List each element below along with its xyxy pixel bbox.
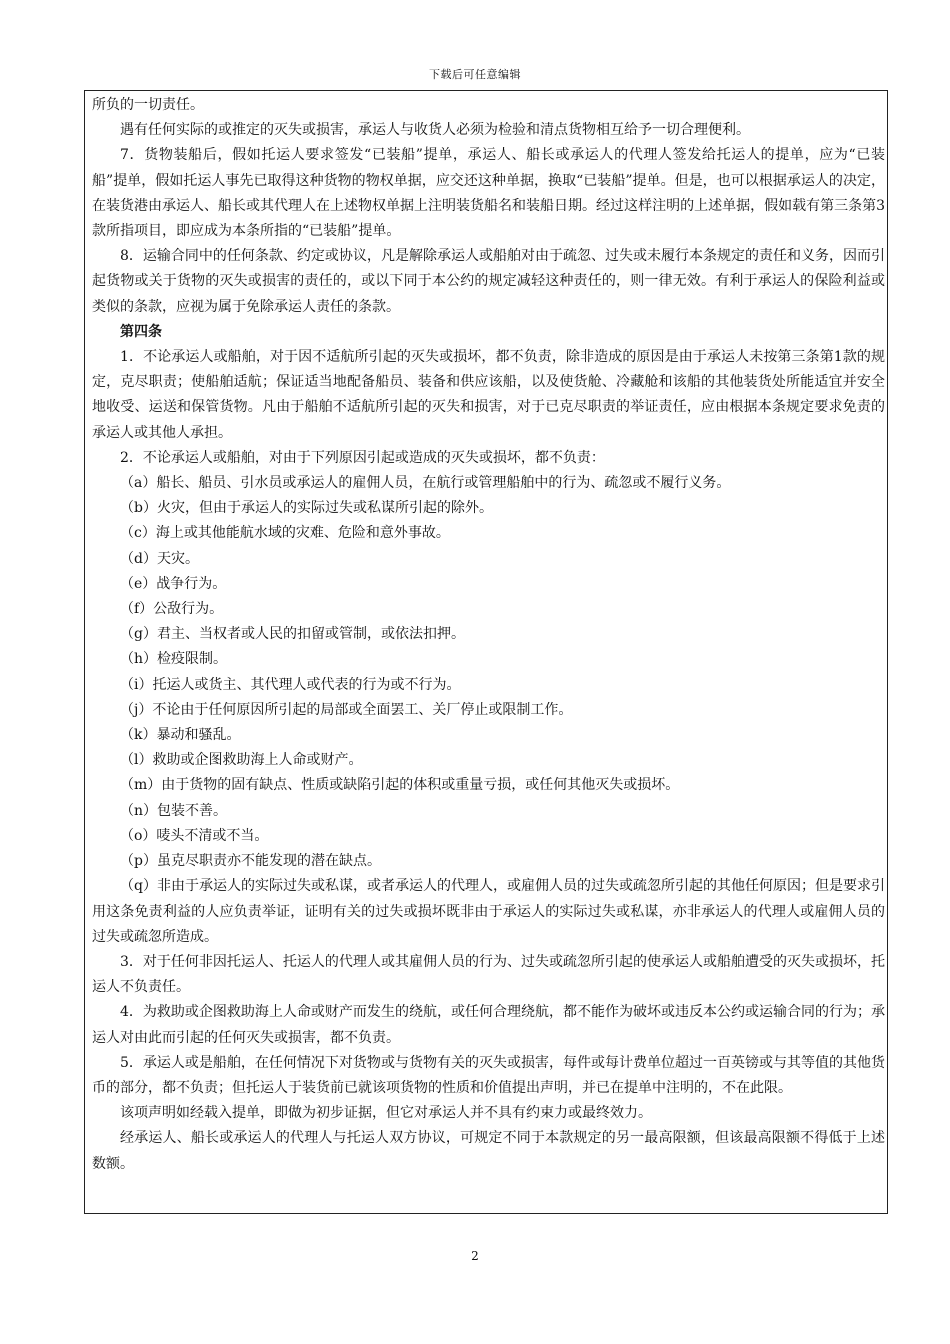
list-item: （i）托运人或货主、其代理人或代表的行为或不行为。 <box>120 676 461 693</box>
list-item: （h）检疫限制。 <box>120 651 228 668</box>
list-item: （k）暴动和骚乱。 <box>120 727 241 744</box>
list-item: （c）海上或其他能航水域的灾难、危险和意外事故。 <box>120 525 450 542</box>
paragraph: 所负的一切责任。 <box>92 97 204 113</box>
paragraph: 7．货物装船后，假如托运人要求签发“已装船”提单，承运人、船长或承运人的代理人签发给托运人的提单，应为“已装船”提单，假如托运人事先已取得这种货物的物权单据，应交还这种单据，换取“已装船”提单。但是，也可以根据承运人的决定，在装货港由承运人、船长或其代理人在上述物权单据上注明装货船名和装船日期。经过这样注明的上述单据，假如载有第三条第3款所指项目，即应成为本条所指的“已装船”提单。 <box>92 147 885 240</box>
list-item: （g）君主、当权者或人民的扣留或管制，或依法扣押。 <box>120 626 465 643</box>
document-body <box>92 93 885 1177</box>
list-item: （d）天灾。 <box>120 550 199 567</box>
section-heading: 第四条 <box>120 323 162 340</box>
paragraph: 8．运输合同中的任何条款、约定或协议，凡是解除承运人或船舶对由于疏忽、过失或未履行本条规定的责任和义务，因而引起货物或关于货物的灭失或损害的责任的，或以下同于本公约的规定减轻这种责任的，则一律无效。有利于承运人的保险利益或类似的条款，应视为属于免除承运人责任的条款。 <box>92 248 885 315</box>
list-item: （p）虽克尽职责亦不能发现的潜在缺点。 <box>120 853 381 870</box>
list-item: （b）火灾，但由于承运人的实际过失或私谋所引起的除外。 <box>120 500 493 517</box>
list-item: （n）包装不善。 <box>120 802 228 819</box>
page-number: 2 <box>471 1249 479 1263</box>
list-item: （f）公敌行为。 <box>120 601 224 618</box>
paragraph: 经承运人、船长或承运人的代理人与托运人双方协议，可规定不同于本款规定的另一最高限额，但该最高限额不得低于上述数额。 <box>92 1130 885 1172</box>
paragraph: 5．承运人或是船舶，在任何情况下对货物或与货物有关的灭失或损害，每件或每计费单位超过一百英镑或与其等值的其他货币的部分，都不负责；但托运人于装货前已就该项货物的性质和价值提出声明，并已在提单中注明的，不在此限。 <box>92 1054 885 1096</box>
list-item: （a）船长、船员、引水员或承运人的雇佣人员，在航行或管理船舶中的行为、疏忽或不履行义务。 <box>120 475 731 492</box>
paragraph: 遇有任何实际的或推定的灭失或损害，承运人与收货人必须为检验和清点货物相互给予一切合理便利。 <box>120 122 750 139</box>
page-header: 下载后可任意编辑 <box>429 68 521 81</box>
paragraph: 4．为救助或企图救助海上人命或财产而发生的绕航，或任何合理绕航，都不能作为破坏或违反本公约或运输合同的行为；承运人对由此而引起的任何灭失或损害，都不负责。 <box>92 1004 885 1046</box>
list-item: （q）非由于承运人的实际过失或私谋，或者承运人的代理人，或雇佣人员的过失或疏忽所引起的其他任何原因；但是要求引用这条免责利益的人应负责举证，证明有关的过失或损坏既非由于承运人的实际过失或私谋，亦非承运人的代理人或雇佣人员的过失或疏忽所造成。 <box>92 878 885 945</box>
paragraph: 1．不论承运人或船舶，对于因不适航所引起的灭失或损坏，都不负责，除非造成的原因是由于承运人未按第三条第1款的规定，克尽职责；使船舶适航；保证适当地配备船员、装备和供应该船，以及使货舱、冷藏舱和该船的其他装货处所能适宜并安全地收受、运送和保管货物。凡由于船舶不适航所引起的灭失和损害，对于已克尽职责的举证责任，应由根据本条规定要求免责的承运人或其他人承担。 <box>92 349 885 441</box>
list-item: （j）不论由于任何原因所引起的局部或全面罢工、关厂停止或限制工作。 <box>120 701 573 718</box>
paragraph: 该项声明如经载入提单，即做为初步证据，但它对承运人并不具有约束力或最终效力。 <box>120 1105 652 1122</box>
list-item: （o）唛头不清或不当。 <box>120 827 269 844</box>
list-item: （e）战争行为。 <box>120 575 227 592</box>
paragraph: 3．对于任何非因托运人、托运人的代理人或其雇佣人员的行为、过失或疏忽所引起的使承运人或船舶遭受的灭失或损坏，托运人不负责任。 <box>92 953 885 996</box>
list-item: （m）由于货物的固有缺点、性质或缺陷引起的体积或重量亏损，或任何其他灭失或损坏。 <box>120 777 680 794</box>
paragraph: 2．不论承运人或船舶，对由于下列原因引起或造成的灭失或损坏，都不负责： <box>120 449 605 466</box>
list-item: （l）救助或企图救助海上人命或财产。 <box>120 752 363 769</box>
